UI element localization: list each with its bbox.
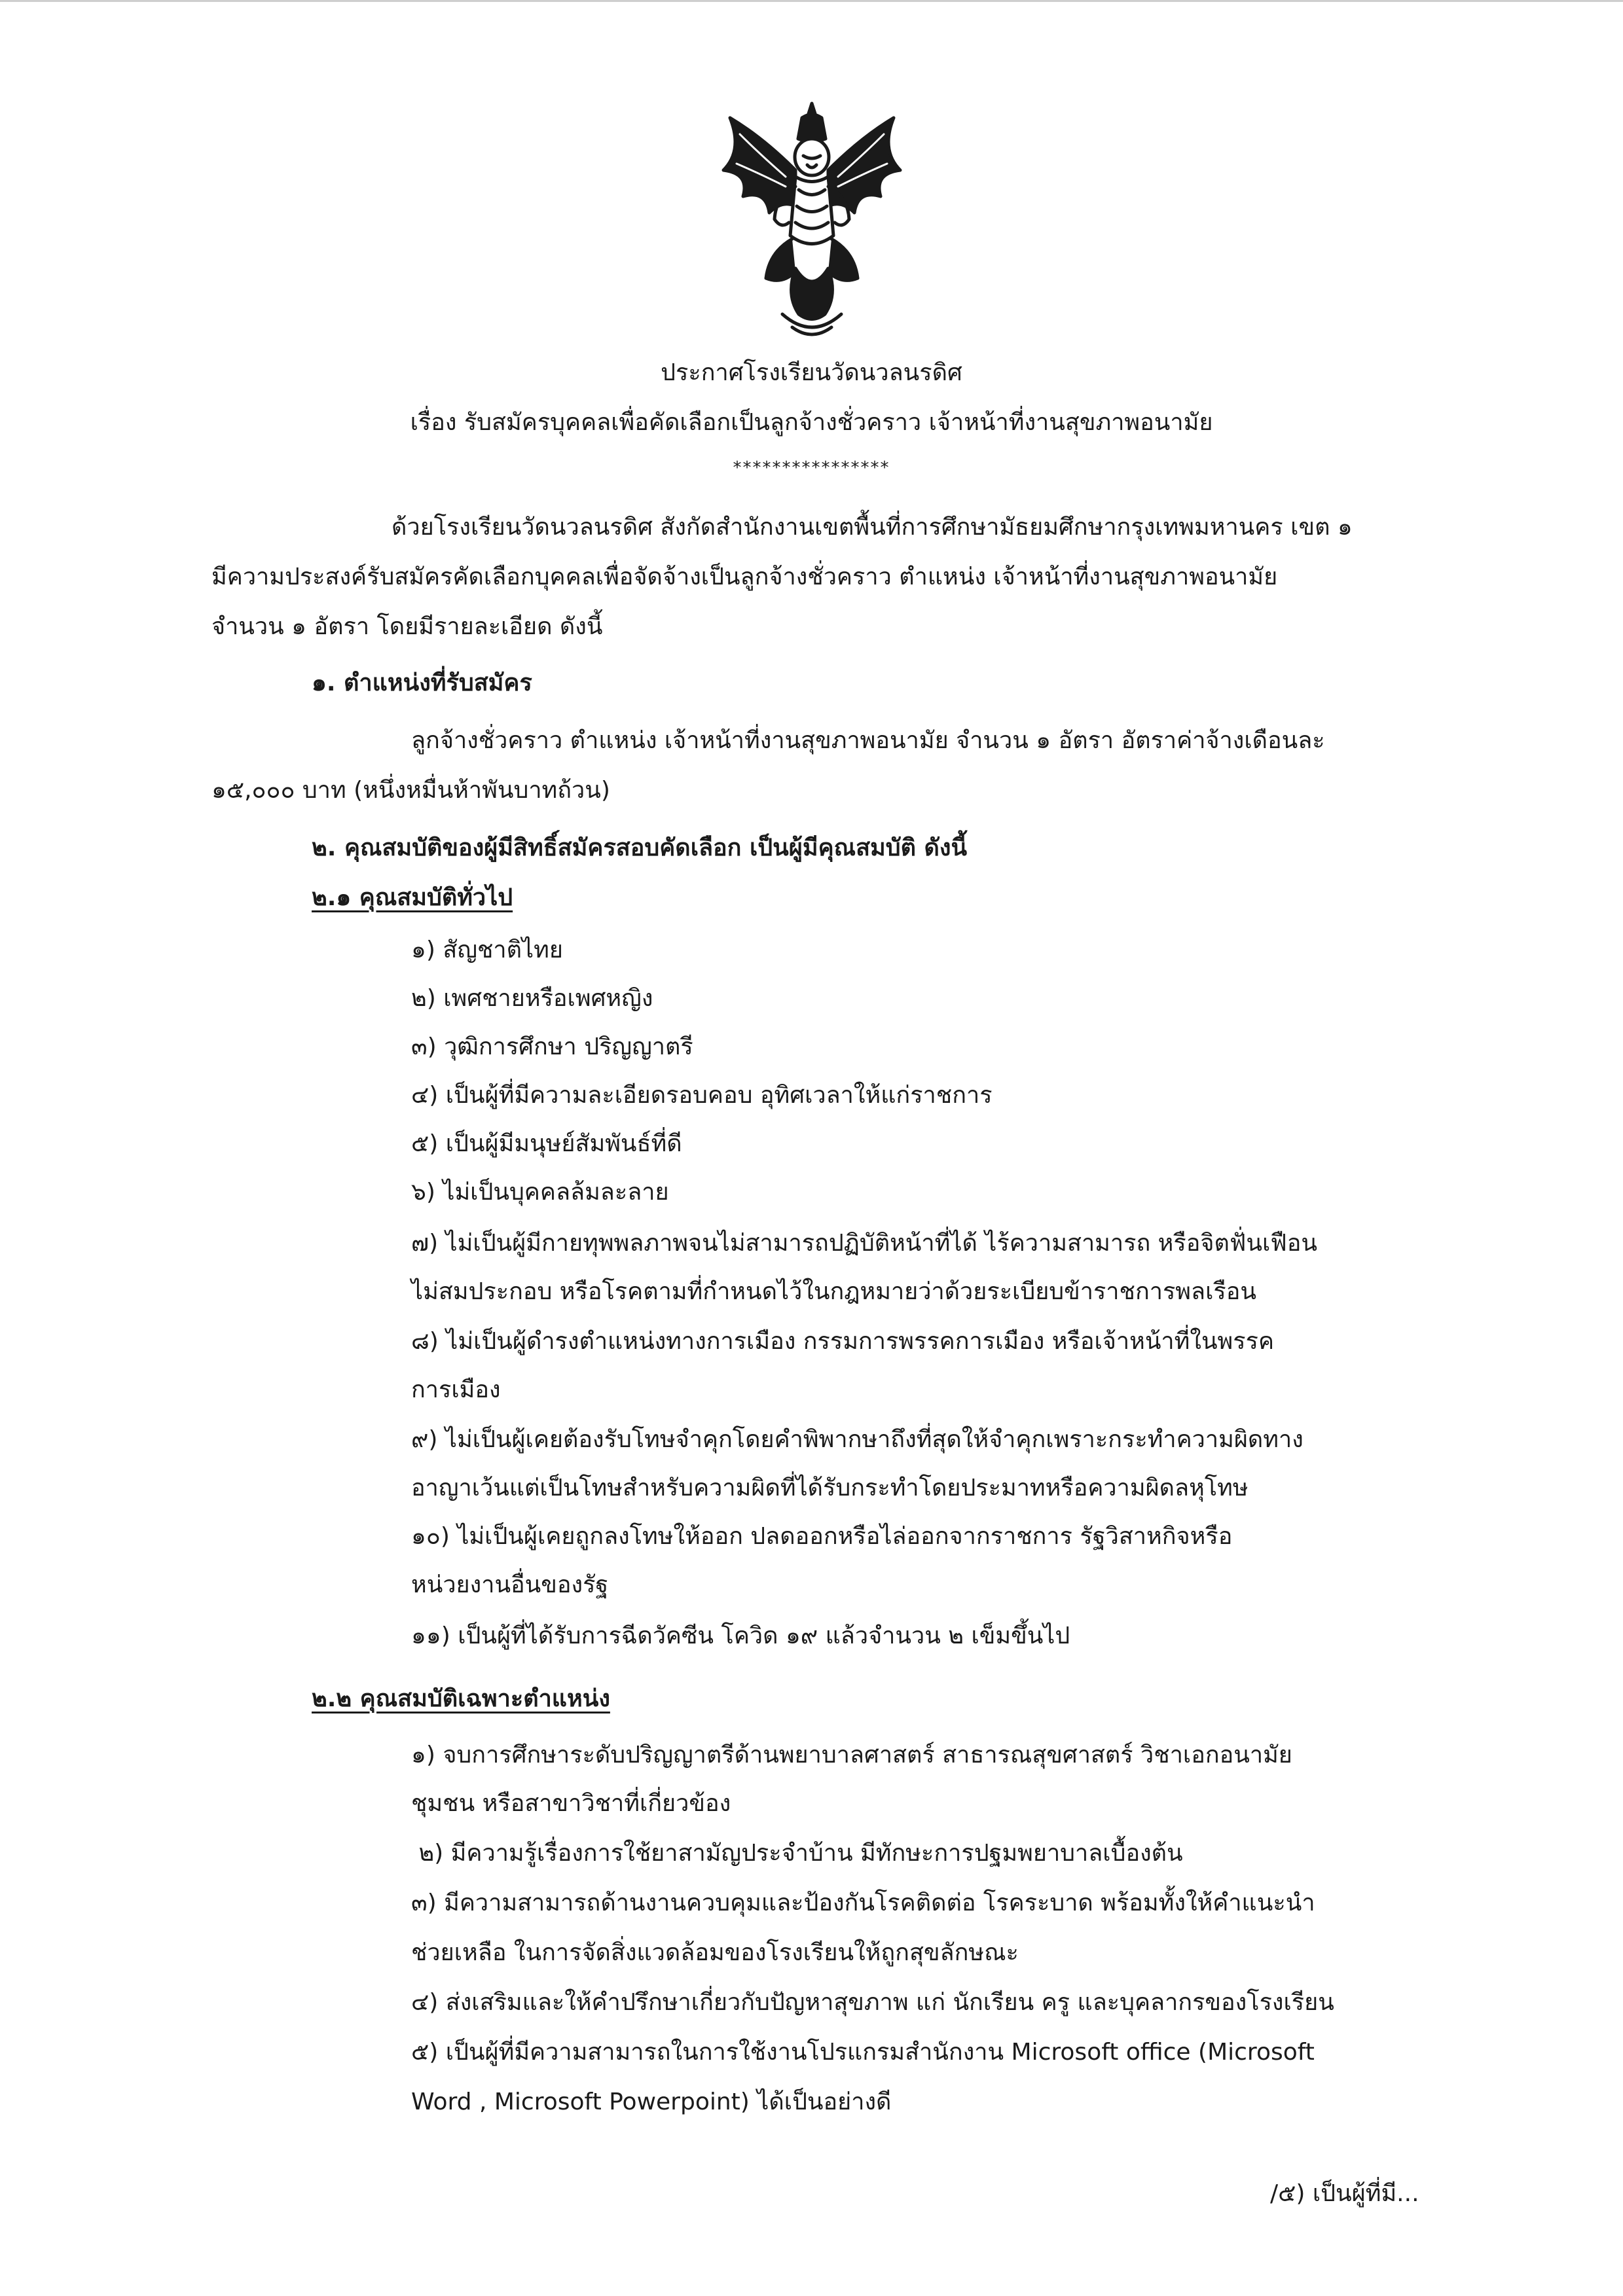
list-item: ๓) มีความสามารถด้านงานควบคุมและป้องกันโรคติดต่อ โรคระบาด พร้อมทั้งให้คำแนะนำ (411, 1890, 1315, 1916)
list-item-continuation: Word , Microsoft Powerpoint) ได้เป็นอย่างดี (411, 2089, 892, 2115)
list-item: ๑) จบการศึกษาระดับปริญญาตรีด้านพยาบาลศาสตร์ สาธารณสุขศาสตร์ วิชาเอกอนามัย (411, 1742, 1292, 1768)
section1-line-1: ลูกจ้างชั่วคราว ตำแหน่ง เจ้าหน้าที่งานสุขภาพอนามัย จำนวน ๑ อัตรา อัตราค่าจ้างเดือนละ (411, 727, 1325, 754)
announcement-subject: เรื่อง รับสมัครบุคคลเพื่อคัดเลือกเป็นลูกจ้างชั่วคราว เจ้าหน้าที่งานสุขภาพอนามัย (410, 409, 1213, 436)
top-rule (0, 0, 1623, 2)
list-item: ๘) ไม่เป็นผู้ดำรงตำแหน่งทางการเมือง กรรมการพรรคการเมือง หรือเจ้าหน้าที่ในพรรค (411, 1328, 1275, 1355)
list-item: ๓) วุฒิการศึกษา ปริญญาตรี (411, 1033, 693, 1060)
section1-line-2: ๑๕,๐๐๐ บาท (หนึ่งหมื่นห้าพันบาทถ้วน) (211, 777, 610, 804)
title-separator: **************** (733, 458, 890, 478)
list-item-continuation: อาญาเว้นแต่เป็นโทษสำหรับความผิดที่ได้รับกระทำโดยประมาทหรือความผิดลหุโทษ (411, 1475, 1249, 1501)
list-item: ๑) สัญชาติไทย (411, 937, 563, 963)
list-item-continuation: ชุมชน หรือสาขาวิชาที่เกี่ยวข้อง (411, 1790, 731, 1817)
list-item-continuation: ไม่สมประกอบ หรือโรคตามที่กำหนดไว้ในกฎหมายว่าด้วยระเบียบข้าราชการพลเรือน (411, 1278, 1256, 1305)
intro-line-3: จำนวน ๑ อัตรา โดยมีรายละเอียด ดังนี้ (211, 613, 603, 640)
list-item: ๔) ส่งเสริมและให้คำปรึกษาเกี่ยวกับปัญหาสุขภาพ แก่ นักเรียน ครู และบุคลากรของโรงเรียน (411, 1989, 1334, 2016)
page-continuation: /๕) เป็นผู้ที่มี... (1270, 2180, 1419, 2207)
list-item: ๑๐) ไม่เป็นผู้เคยถูกลงโทษให้ออก ปลดออกหรือไล่ออกจากราชการ รัฐวิสาหกิจหรือ (411, 1523, 1233, 1550)
section2-sub1-heading: ๒.๑ คุณสมบัติทั่วไป (312, 884, 513, 911)
list-item: ๒) เพศชายหรือเพศหญิง (411, 985, 653, 1012)
garuda-emblem-icon (704, 98, 920, 347)
list-item: ๕) เป็นผู้ที่มีความสามารถในการใช้งานโปรแกรมสำนักงาน Microsoft office (Microsoft (411, 2039, 1315, 2066)
section2-heading: ๒. คุณสมบัติของผู้มีสิทธิ์สมัครสอบคัดเลือก เป็นผู้มีคุณสมบัติ ดังนี้ (312, 834, 968, 861)
list-item: ๕) เป็นผู้มีมนุษย์สัมพันธ์ที่ดี (411, 1130, 682, 1157)
intro-line-1: ด้วยโรงเรียนวัดนวลนรดิศ สังกัดสำนักงานเขตพื้นที่การศึกษามัธยมศึกษากรุงเทพมหานคร เขต ๑ (392, 514, 1353, 541)
list-item: ๙) ไม่เป็นผู้เคยต้องรับโทษจำคุกโดยคำพิพากษาถึงที่สุดให้จำคุกเพราะกระทำความผิดทาง (411, 1426, 1304, 1453)
list-item: ๔) เป็นผู้ที่มีความละเอียดรอบคอบ อุทิศเวลาให้แก่ราชการ (411, 1082, 993, 1109)
list-item-continuation: หน่วยงานอื่นของรัฐ (411, 1571, 609, 1598)
section2-sub2-heading: ๒.๒ คุณสมบัติเฉพาะตำแหน่ง (312, 1685, 610, 1712)
list-item: ๖) ไม่เป็นบุคคลล้มละลาย (411, 1179, 669, 1206)
section1-heading: ๑. ตำแหน่งที่รับสมัคร (312, 670, 532, 696)
list-item: ๑๑) เป็นผู้ที่ได้รับการฉีดวัคซีน โควิด ๑๙ แล้วจำนวน ๒ เข็มขึ้นไป (411, 1623, 1070, 1649)
list-item-continuation: ช่วยเหลือ ในการจัดสิ่งแวดล้อมของโรงเรียนให้ถูกสุขลักษณะ (411, 1939, 1019, 1966)
list-item: ๒) มีความรู้เรื่องการใช้ยาสามัญประจำบ้าน มีทักษะการปฐมพยาบาลเบื้องต้น (411, 1840, 1183, 1867)
list-item-continuation: การเมือง (411, 1376, 501, 1403)
announcement-title: ประกาศโรงเรียนวัดนวลนรดิศ (661, 359, 962, 386)
list-item: ๗) ไม่เป็นผู้มีกายทุพพลภาพจนไม่สามารถปฏิบัติหน้าที่ได้ ไร้ความสามารถ หรือจิตฟั่นเฟือน (411, 1230, 1317, 1257)
intro-line-2: มีความประสงค์รับสมัครคัดเลือกบุคคลเพื่อจัดจ้างเป็นลูกจ้างชั่วคราว ตำแหน่ง เจ้าหน้าที่งานสุขภาพอนามัย (211, 564, 1278, 590)
